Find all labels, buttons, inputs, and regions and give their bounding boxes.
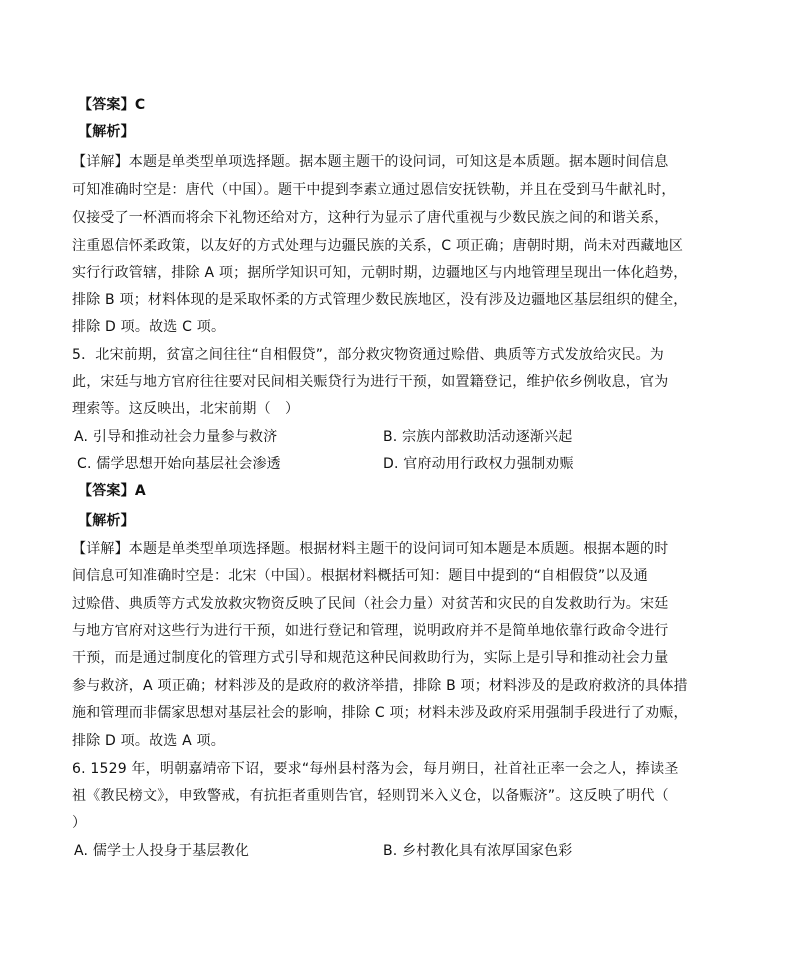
q4-explanation-line: 排除 D 项。故选 C 项。	[72, 319, 226, 335]
q4-analysis-label: 【解析】	[78, 124, 135, 140]
q6-option-b: B. 乡村教化具有浓厚国家色彩	[383, 843, 573, 859]
q5-explanation-line: 间信息可知准确时空是：北宋（中国）。根据材料概括可知：题目中提到的“自相假贷”以及通	[72, 568, 648, 584]
q6-stem-line: ）	[72, 815, 87, 831]
q5-stem-line: 此，宋廷与地方官府往往要对民间相关赈贷行为进行干预，如置籍登记，维护依乡例收息，官为	[72, 374, 669, 390]
q5-option-d: D. 官府动用行政权力强制劝赈	[383, 456, 574, 472]
q5-option-a: A. 引导和推动社会力量参与救济	[74, 429, 278, 445]
q4-explanation-line: 【详解】本题是单类型单项选择题。据本题主题干的设问词，可知这是本质题。据本题时间信息	[72, 154, 669, 170]
q5-explanation-line: 干预，而是通过制度化的管理方式引导和规范这种民间救助行为，实际上是引导和推动社会力量	[72, 650, 669, 666]
q5-option-c: C. 儒学思想开始向基层社会渗透	[77, 456, 281, 472]
q5-answer	[78, 481, 146, 501]
q5-explanation-line: 过赊借、典质等方式发放救灾物资反映了民间（社会力量）对贫苦和灾民的自发救助行为。宋廷	[72, 596, 669, 612]
q5-explanation-line: 排除 D 项。故选 A 项。	[72, 733, 225, 749]
q6-option-a: A. 儒学士人投身于基层教化	[74, 843, 250, 859]
q5-explanation-line: 与地方官府对这些行为进行干预，如进行登记和管理，说明政府并不是简单地依靠行政命令进行	[72, 623, 669, 639]
q4-explanation-line: 注重恩信怀柔政策，以友好的方式处理与边疆民族的关系，C 项正确；唐朝时期，尚未对西藏地区	[72, 238, 684, 254]
answer-value: A	[134, 483, 146, 499]
q4-explanation-line: 仅接受了一杯酒而将余下礼物还给对方，这种行为显示了唐代重视与少数民族之间的和谐关系，	[72, 210, 669, 226]
answer-value: C	[134, 97, 146, 113]
answer-label: 【答案】	[78, 97, 135, 113]
q4-explanation-line: 实行行政管辖，排除 A 项；据所学知识可知，元朝时期，边疆地区与内地管理呈现出一体化趋势，	[72, 265, 688, 281]
q5-explanation-line: 施和管理而非儒家思想对基层社会的影响，排除 C 项；材料未涉及政府采用强制手段进行了劝赈，	[72, 705, 688, 721]
q5-option-b: B. 宗族内部救助活动逐渐兴起	[383, 429, 573, 445]
q5-analysis-label: 【解析】	[78, 513, 135, 529]
q5-stem-line: 理索等。这反映出，北宋前期（ ）	[72, 401, 300, 417]
q4-answer	[78, 95, 145, 115]
answer-label: 【答案】	[78, 483, 135, 499]
q5-stem-line: 5．北宋前期，贫富之间往往“自相假贷”，部分救灾物资通过赊借、典质等方式发放给灾民。为	[72, 347, 665, 363]
q6-stem-line: 祖《教民榜文》，申致警戒，有抗拒者重则告官，轻则罚米入义仓，以备赈济”。这反映了明代（	[72, 788, 669, 804]
q4-explanation-line: 可知准确时空是：唐代（中国）。题干中提到李素立通过恩信安抚铁勒，并且在受到马牛献礼时，	[72, 182, 676, 198]
q6-stem-line: 6. 1529 年，明朝嘉靖帝下诏，要求“每州县村落为会，每月朔日，社首社正率一会之人，捧读圣	[72, 761, 679, 777]
q5-explanation-line: 参与救济，A 项正确；材料涉及的是政府的救济举措，排除 B 项；材料涉及的是政府救济的具体措	[72, 678, 688, 694]
q4-explanation-line: 排除 B 项；材料体现的是采取怀柔的方式管理少数民族地区，没有涉及边疆地区基层组织的健全，	[72, 292, 688, 308]
q5-explanation-line: 【详解】本题是单类型单项选择题。根据材料主题干的设问词可知本题是本质题。根据本题的时	[72, 541, 669, 557]
